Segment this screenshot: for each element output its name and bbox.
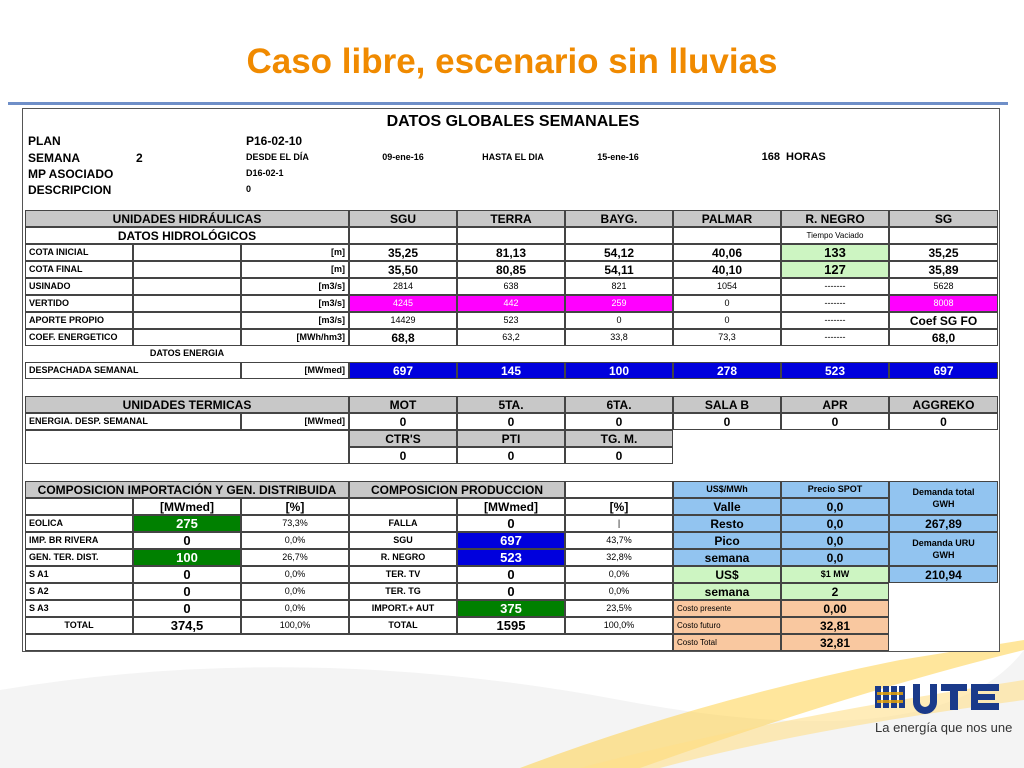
production-row-value: 0 [457,515,565,532]
production-total-pct: 100,0% [565,617,673,634]
production-row-label: IMPORT.+ AUT [349,600,457,617]
thermal-row-unit: [MWmed] [241,413,349,430]
hydro-value: ------- [781,329,889,346]
spot-col2-header: Precio SPOT [781,481,889,498]
cost-value: 32,81 [781,617,889,634]
hydro-col-header: R. NEGRO [781,210,889,227]
hydro-value: 81,13 [457,244,565,261]
import-row-pct: 0,0% [241,600,349,617]
import-row-label: S A2 [25,583,133,600]
production-row-value: 523 [457,549,565,566]
production-row-label: SGU [349,532,457,549]
desde-label: DESDE EL DÍA [246,151,309,162]
hydro-value: 35,89 [889,261,998,278]
hydro-value: 0 [673,312,781,329]
production-row-pct: 23,5% [565,600,673,617]
hydro-value: ------- [781,312,889,329]
hydro-value: 35,25 [889,244,998,261]
title-underline [8,102,1008,105]
production-total-label: TOTAL [349,617,457,634]
hydro-value: 68,8 [349,329,457,346]
thermal-col-header: SALA B [673,396,781,413]
hydro-value: 33,8 [565,329,673,346]
hydro-value: 54,12 [565,244,673,261]
energy-row-label: DESPACHADA SEMANAL [25,362,241,379]
hydro-row-label: COTA INICIAL [25,244,133,261]
hydro-value: 54,11 [565,261,673,278]
semana2-value: 2 [781,583,889,600]
hydro-sub-blank [565,227,673,244]
energy-title: DATOS ENERGIA [149,348,225,358]
production-unit-pct: [%] [565,498,673,515]
import-total-value: 374,5 [133,617,241,634]
hydro-row-label: COTA FINAL [25,261,133,278]
hydro-value: 0 [673,295,781,312]
import-total-label: TOTAL [25,617,133,634]
import-row-value: 100 [133,549,241,566]
hydro-value: 442 [457,295,565,312]
hydro-row-spacer [133,312,241,329]
thermal-value: 0 [889,413,998,430]
energy-value: 697 [349,362,457,379]
hydro-value: 5628 [889,278,998,295]
thermal-col-header: 5TA. [457,396,565,413]
spot-col1-header: US$/MWh [673,481,781,498]
thermal-section-title: UNIDADES TERMICAS [25,396,349,413]
import-row-label: S A1 [25,566,133,583]
demand-uru-unit: GWH [932,549,955,560]
hydro-value: 1054 [673,278,781,295]
hydro-col-header: TERRA [457,210,565,227]
thermal-col-header: MOT [349,396,457,413]
hydro-row-unit: [m3/s] [241,295,349,312]
demand-total-unit: GWH [932,498,955,509]
hydro-value: 821 [565,278,673,295]
data-sheet [22,108,1000,652]
composition-blank-row [25,634,673,651]
thermal-value2: 0 [349,447,457,464]
spot-row-label: Pico [673,532,781,549]
hydro-row-unit: [m] [241,261,349,278]
hydro-col-header: SGU [349,210,457,227]
import-row-value: 0 [133,583,241,600]
hydro-value: 80,85 [457,261,565,278]
spot-row-value: 0,0 [781,549,889,566]
hydro-sub-blank [457,227,565,244]
thermal-value2: 0 [565,447,673,464]
production-unit-mwmed: [MWmed] [457,498,565,515]
horas-label: HORAS [786,150,826,163]
slogan: La energía que nos une [875,720,1013,735]
hydro-value: 73,3 [673,329,781,346]
hydro-row-label: COEF. ENERGETICO [25,329,133,346]
production-row-value: 375 [457,600,565,617]
cost-label: Costo futuro [673,617,781,634]
hydro-row-unit: [MWh/hm3] [241,329,349,346]
mp-value: D16-02-1 [246,167,284,178]
production-row-label: TER. TG [349,583,457,600]
production-row-pct: | [565,515,673,532]
hydro-subsection-title: DATOS HIDROLÓGICOS [25,227,349,244]
hydro-col-header: BAYG. [565,210,673,227]
production-row-pct: 0,0% [565,566,673,583]
import-row-pct: 73,3% [241,515,349,532]
hydro-row-label: APORTE PROPIO [25,312,133,329]
hydro-value: 259 [565,295,673,312]
demand-uru-value: 210,94 [889,566,998,583]
semana2-label: semana [673,583,781,600]
hydro-row-unit: [m3/s] [241,312,349,329]
slide-title: Caso libre, escenario sin lluvias [246,42,778,81]
thermal-col-header: APR [781,396,889,413]
hydro-value: ------- [781,278,889,295]
hydro-value: 40,10 [673,261,781,278]
production-total-value: 1595 [457,617,565,634]
hydro-value: 68,0 [889,329,998,346]
hydro-value: 4245 [349,295,457,312]
production-row-value: 0 [457,566,565,583]
hydro-value: 2814 [349,278,457,295]
hydro-col-header: PALMAR [673,210,781,227]
spot-row-label: semana [673,549,781,566]
mp-label: MP ASOCIADO [28,167,114,181]
hydro-value: 133 [781,244,889,261]
energy-value: 697 [889,362,998,379]
spot-row-label: Resto [673,515,781,532]
production-row-label: TER. TV [349,566,457,583]
import-row-value: 275 [133,515,241,532]
hydro-sub-blank [349,227,457,244]
hydro-row-label: USINADO [25,278,133,295]
import-row-pct: 0,0% [241,566,349,583]
hydro-value: 8008 [889,295,998,312]
hydro-value: 14429 [349,312,457,329]
import-unit-mwmed: [MWmed] [133,498,241,515]
production-row-value: 697 [457,532,565,549]
cost-value: 32,81 [781,634,889,651]
hydro-value: 523 [457,312,565,329]
desde-value: 09-ene-16 [382,151,424,162]
spot-row-value: 0,0 [781,532,889,549]
hydro-row-label: VERTIDO [25,295,133,312]
hasta-label: HASTA EL DIA [482,151,544,162]
hydro-value: 63,2 [457,329,565,346]
thermal-col-header: AGGREKO [889,396,998,413]
production-row-pct: 43,7% [565,532,673,549]
thermal-col2-header: CTR'S [349,430,457,447]
cost-value: 0,00 [781,600,889,617]
spot-row-label: Valle [673,498,781,515]
hydro-row-spacer [133,261,241,278]
thermal-value: 0 [457,413,565,430]
hydro-value: 127 [781,261,889,278]
horas-value: 168 [761,150,780,163]
hydro-value: 638 [457,278,565,295]
production-row-pct: 0,0% [565,583,673,600]
hydro-row-spacer [133,244,241,261]
thermal-blank-left [25,430,349,464]
import-total-pct: 100,0% [241,617,349,634]
usd-label: US$ [673,566,781,583]
descripcion-value: 0 [246,183,252,194]
energy-value: 523 [781,362,889,379]
thermal-col2-header: TG. M. [565,430,673,447]
hydro-value: ------- [781,295,889,312]
hydro-row-spacer [133,278,241,295]
import-title: COMPOSICION IMPORTACIÓN Y GEN. DISTRIBUIDA [25,481,349,498]
hydro-col-header: SG [889,210,998,227]
thermal-value: 0 [565,413,673,430]
hydro-value: 35,25 [349,244,457,261]
semana-label: SEMANA [28,151,81,165]
tiempo-vaciado-label: Tiempo Vaciado [781,227,889,244]
hydro-value: 40,06 [673,244,781,261]
thermal-col2-header: PTI [457,430,565,447]
thermal-value2: 0 [457,447,565,464]
cost-label: Costo presente [673,600,781,617]
hydro-value: Coef SG FO [889,312,998,329]
demand-total-text: Demanda total [912,486,975,497]
import-row-pct: 0,0% [241,532,349,549]
hydro-sub-blank [673,227,781,244]
cost-label: Costo Total [673,634,781,651]
hydro-value: 35,50 [349,261,457,278]
energy-value: 100 [565,362,673,379]
descripcion-label: DESCRIPCION [28,183,112,197]
production-row-label: FALLA [349,515,457,532]
thermal-value: 0 [349,413,457,430]
import-row-value: 0 [133,600,241,617]
sheet-title: DATOS GLOBALES SEMANALES [386,113,640,130]
demand-total-label [889,481,998,515]
import-unit-blank [25,498,133,515]
hydro-row-unit: [m] [241,244,349,261]
semana-value: 2 [136,151,143,165]
energy-row-unit: [MWmed] [241,362,349,379]
thermal-col-header: 6TA. [565,396,673,413]
production-unit-blank [349,498,457,515]
import-row-label: S A3 [25,600,133,617]
production-row-pct: 32,8% [565,549,673,566]
demand-uru-text: Demanda URU [912,537,975,548]
import-row-value: 0 [133,566,241,583]
energy-value: 278 [673,362,781,379]
hydro-value: 0 [565,312,673,329]
import-row-value: 0 [133,532,241,549]
spot-row-value: 0,0 [781,498,889,515]
import-row-label: GEN. TER. DIST. [25,549,133,566]
demand-total-value: 267,89 [889,515,998,532]
import-row-label: EOLICA [25,515,133,532]
thermal-value: 0 [781,413,889,430]
demand-uru-label [889,532,998,566]
energy-value: 145 [457,362,565,379]
thermal-row-label: ENERGIA. DESP. SEMANAL [25,413,241,430]
import-unit-pct: [%] [241,498,349,515]
spot-row-value: 0,0 [781,515,889,532]
usd-value: $1 MW [781,566,889,583]
import-row-pct: 26,7% [241,549,349,566]
plan-value: P16-02-10 [246,134,303,148]
production-row-value: 0 [457,583,565,600]
import-row-label: IMP. BR RIVERA [25,532,133,549]
import-row-pct: 0,0% [241,583,349,600]
thermal-value: 0 [673,413,781,430]
hydro-row-spacer [133,329,241,346]
ute-logo [875,680,1005,714]
hydro-row-unit: [m3/s] [241,278,349,295]
production-blank [565,481,673,498]
hydro-section-title: UNIDADES HIDRÁULICAS [25,210,349,227]
hydro-sub-blank [889,227,998,244]
plan-label: PLAN [28,134,61,148]
hydro-row-spacer [133,295,241,312]
hasta-value: 15-ene-16 [597,151,639,162]
production-row-label: R. NEGRO [349,549,457,566]
production-title: COMPOSICION PRODUCCION [349,481,565,498]
